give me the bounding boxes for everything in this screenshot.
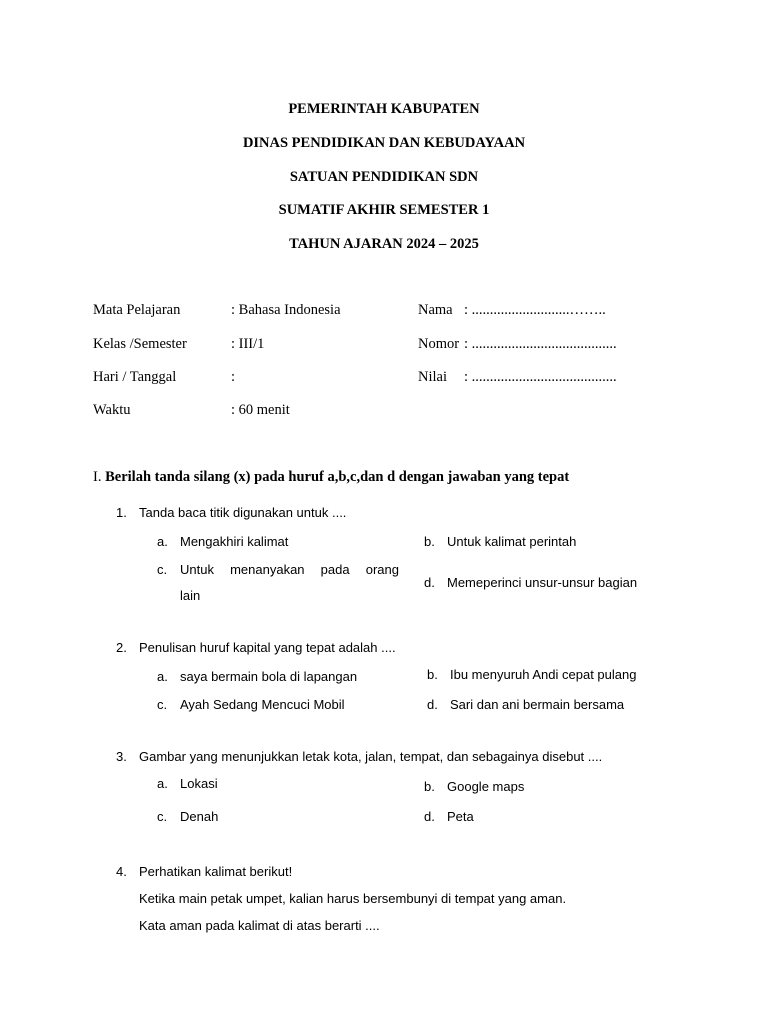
kelas-label: Kelas /Semester	[93, 336, 187, 352]
section-instruction-text: Berilah tanda silang (x) pada huruf a,b,c,dan d dengan jawaban yang tepat	[105, 469, 570, 485]
header-line-1: PEMERINTAH KABUPATEN	[288, 101, 480, 117]
q3-option-c-text: Denah	[180, 809, 219, 824]
q1-option-d-text: Memeperinci unsur-unsur bagian	[447, 575, 638, 590]
section-instruction	[93, 469, 569, 486]
question-4-quote: Ketika main petak umpet, kalian harus bersembunyi di tempat yang aman.	[139, 891, 567, 906]
q3-option-a-text: Lokasi	[180, 776, 218, 791]
q2-option-b-letter[interactable]: b.	[427, 667, 438, 682]
waktu-value: : 60 menit	[231, 402, 290, 418]
q3-option-a-letter[interactable]: a.	[157, 776, 168, 791]
question-4-prompt: Kata aman pada kalimat di atas berarti ....	[139, 918, 380, 933]
q3-option-d-text: Peta	[447, 809, 474, 824]
q1-option-b-letter[interactable]: b.	[424, 534, 435, 549]
q3-option-b-text: Google maps	[447, 779, 525, 794]
question-2-number: 2.	[116, 640, 127, 655]
q1-option-c-continuation: lain	[180, 588, 201, 603]
question-4-text: Perhatikan kalimat berikut!	[139, 864, 293, 879]
q1-option-c-word: pada	[320, 562, 350, 577]
q2-option-a-text: saya bermain bola di lapangan	[180, 669, 358, 684]
q1-option-c-word: Untuk	[180, 562, 214, 577]
q1-option-c-word: menanyakan	[230, 562, 305, 577]
q1-option-c-letter[interactable]: c.	[157, 562, 168, 577]
q1-option-d-letter[interactable]: d.	[424, 575, 435, 590]
mapel-label: Mata Pelajaran	[93, 302, 181, 318]
q1-option-c-text	[180, 562, 399, 577]
header-line-4: SUMATIF AKHIR SEMESTER 1	[278, 202, 490, 218]
q1-option-a-text: Mengakhiri kalimat	[180, 534, 289, 549]
header-line-3: SATUAN PENDIDIKAN SDN	[289, 169, 479, 185]
waktu-label: Waktu	[93, 402, 131, 418]
header-line-5: TAHUN AJARAN 2024 – 2025	[289, 236, 479, 252]
q2-option-c-text: Ayah Sedang Mencuci Mobil	[180, 697, 345, 712]
q3-option-d-letter[interactable]: d.	[424, 809, 435, 824]
section-number: I.	[93, 469, 102, 485]
question-2-text: Penulisan huruf kapital yang tepat adalah ....	[139, 640, 396, 655]
q3-option-c-letter[interactable]: c.	[157, 809, 168, 824]
q2-option-d-text: Sari dan ani bermain bersama	[450, 697, 625, 712]
question-4-number: 4.	[116, 864, 127, 879]
nama-label: Nama	[418, 302, 453, 318]
q1-option-a-letter[interactable]: a.	[157, 534, 168, 549]
nama-value: : ...........................……..	[464, 302, 606, 318]
q2-option-b-text: Ibu menyuruh Andi cepat pulang	[450, 667, 637, 682]
header-line-2: DINAS PENDIDIKAN DAN KEBUDAYAAN	[242, 135, 526, 151]
nomor-label: Nomor	[418, 336, 460, 352]
q1-option-c-word: orang	[365, 562, 399, 577]
question-3-number: 3.	[116, 749, 127, 764]
q2-option-c-letter[interactable]: c.	[157, 697, 168, 712]
hari-label: Hari / Tanggal	[93, 369, 177, 385]
q3-option-b-letter[interactable]: b.	[424, 779, 435, 794]
q2-option-a-letter[interactable]: a.	[157, 669, 168, 684]
nilai-value: : ........................................	[464, 369, 617, 385]
kelas-value: : III/1	[231, 336, 265, 352]
q1-option-b-text: Untuk kalimat perintah	[447, 534, 577, 549]
question-1-number: 1.	[116, 505, 127, 520]
question-3-text: Gambar yang menunjukkan letak kota, jalan, tempat, dan sebagainya disebut ....	[139, 749, 603, 764]
question-1-text: Tanda baca titik digunakan untuk ....	[139, 505, 347, 520]
q2-option-d-letter[interactable]: d.	[427, 697, 438, 712]
nilai-label: Nilai	[418, 369, 447, 385]
mapel-value: : Bahasa Indonesia	[231, 302, 341, 318]
nomor-value: : ........................................	[464, 336, 617, 352]
hari-value: :	[231, 369, 236, 385]
